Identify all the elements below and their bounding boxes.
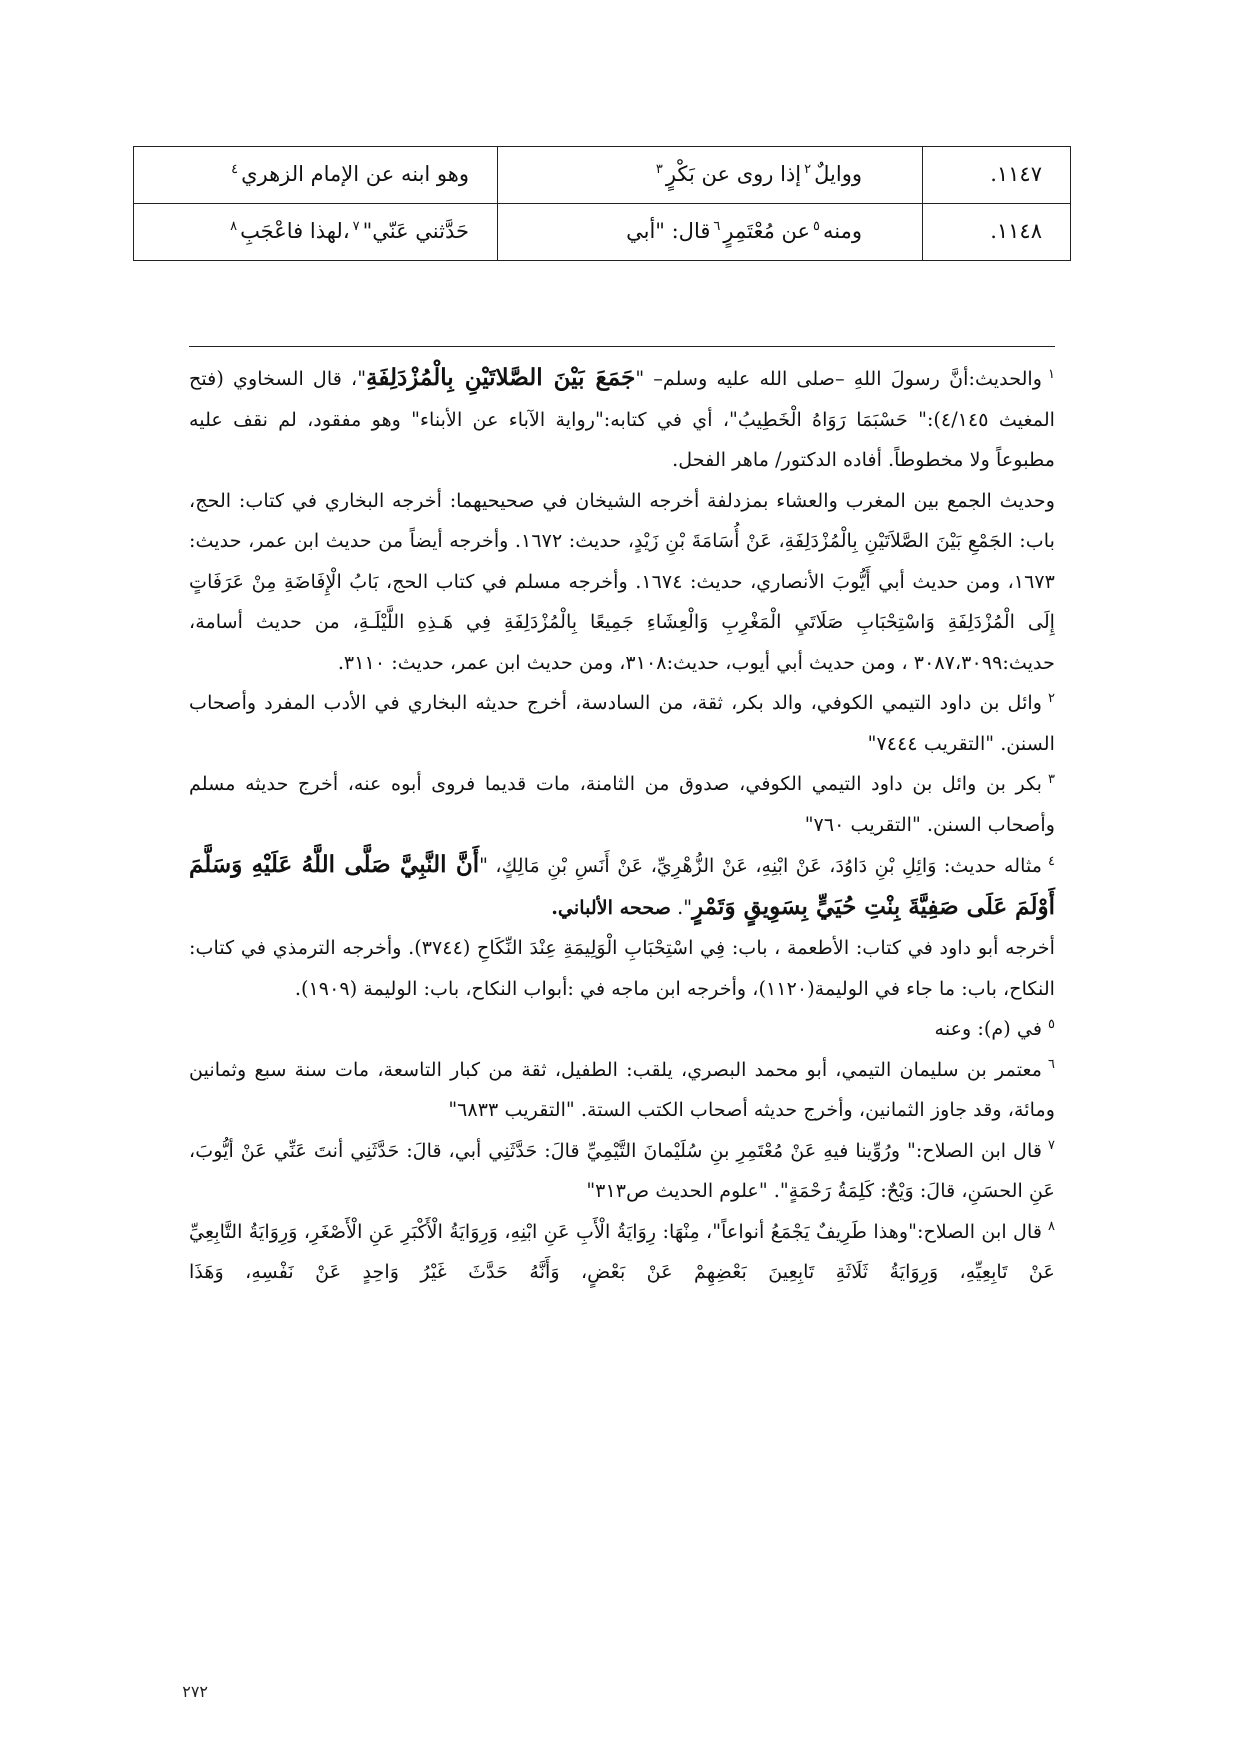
footnote-number: ٦: [1048, 1057, 1055, 1073]
verse-text: ،لهذا فاعْجَبِ: [240, 219, 350, 244]
footnote-ref: ٧: [352, 219, 360, 235]
footnote-text: "، قال السخاوي (فتح المغيث ٤/١٤٥):" حَسْبَمَا رَوَاهُ الْخَطِيبُ"، أي في كتابه:"رواية الآباء عن الأبناء" وهو مفقود، لم نقف عليه مطبوعاً ولا مخطوطاً. أفاده الدكتور/ ماهر الفحل.: [189, 367, 1055, 471]
footnote-text: مثاله حديث: وَائِلِ بْنِ دَاوُدَ، عَنْ ابْنِهِ، عَنْ الزُّهْرِيِّ، عَنْ أَنَسِ بْنِ مَالِكٍ، ": [479, 854, 1043, 877]
verse-number: ١١٤٨.: [923, 204, 1071, 261]
footnote-text: وائل بن داود التيمي الكوفي، والد بكر، ثقة، من السادسة، أخرج حديثه البخاري في الأدب المفرد وأصحاب السنن. "التقريب ٧٤٤٤": [189, 691, 1055, 755]
verse-row: [134, 204, 1071, 261]
verse-number: ١١٤٧.: [923, 147, 1071, 204]
page-number: ٢٧٢: [182, 1682, 208, 1701]
footnote-3: [189, 764, 1055, 845]
authentication-note: صححه الألباني.: [551, 895, 672, 919]
verse-first-hemistich: [498, 204, 923, 261]
hadith-quote: جَمَعَ بَيْنَ الصَّلاتَيْنِ بِالْمُزْدَلِفَةِ: [366, 364, 636, 391]
footnote-ref: ٢: [804, 162, 812, 178]
footnote-1: [189, 358, 1055, 481]
verse-text: عن مُعْتَمِرٍ: [723, 219, 811, 244]
footnote-text: والحديث:أنَّ رسولَ اللهِ –صلى الله عليه وسلم– ": [635, 367, 1043, 390]
footnote-number: ١: [1048, 366, 1056, 382]
verse-text: قال: "أبي: [626, 219, 711, 244]
footnote-number: ٥: [1048, 1016, 1055, 1032]
footnote-1-continuation: وحديث الجمع بين المغرب والعشاء بمزدلفة أخرجه الشيخان في صحيحيهما: أخرجه البخاري في كتاب: الحج، باب: الجَمْعِ بَيْنَ الصَّلاَتَيْنِ بِالْمُزْدَلِفَةِ، عَنْ أُسَامَةَ بْنِ زَيْدٍ، حديث: ١٦٧٢. وأخرجه أيضاً من حديث ابن عمر، حديث: ١٦٧٣، ومن حديث أبي أَيُّوبَ الأنصاري، حديث: ١٦٧٤. وأخرجه مسلم في كتاب الحج، بَابُ الْإِفَاضَةِ مِنْ عَرَفَاتٍ إِلَى الْمُزْدَلِفَةِ وَاسْتِحْبَابِ صَلَاتَيِ الْمَغْرِبِ وَالْعِشَاءِ جَمِيعًا بِالْمُزْدَلِفَةِ فِي هَـذِهِ اللَّيْلَـةِ، من حديث أسامة، حديث:٣٠٨٧،٣٠٩٩ ، ومن حديث أبي أيوب، حديث:٣١٠٨، ومن حديث ابن عمر، حديث: ٣١١٠.: [189, 488, 1055, 674]
footnote-number: ٢: [1048, 690, 1055, 706]
verse-table: [133, 146, 1071, 261]
footnote-4-continuation: أخرجه أبو داود في كتاب: الأطعمة ، باب: فِي اسْتِحْبَابِ الْوَلِيمَةِ عِنْدَ النِّكَاحِ (٣٧٤٤). وأخرجه الترمذي في كتاب: النكاح، باب: ما جاء في الوليمة(١١٢٠)، وأخرجه ابن ماجه في :أبواب النكاح، باب: الوليمة (١٩٠٩).: [189, 936, 1055, 1000]
verse-text: ومنه: [823, 219, 862, 244]
verse-second-hemistich: [134, 204, 498, 261]
verse-text: ووايلٌ: [814, 162, 862, 187]
footnote-separator: [189, 346, 1055, 347]
footnote-6: [189, 1050, 1055, 1131]
hadith-quote: أَنَّ النَّبِيَّ صَلَّى اللَّهُ عَلَيْهِ وَسَلَّمَ أَوْلَمَ عَلَى صَفِيَّةَ بِنْتِ حُيَيٍّ بِسَوِيقٍ وَتَمْرٍ: [189, 851, 1055, 920]
footnote-5: [189, 1009, 1055, 1050]
footnote-text: ".: [671, 895, 693, 919]
footnote-2: [189, 683, 1055, 764]
verse-second-hemistich: [134, 147, 498, 204]
footnote-text: معتمر بن سليمان التيمي، أبو محمد البصري، يلقب: الطفيل، ثقة من كبار التاسعة، مات سنة سبع وثمانين ومائة، وقد جاوز الثمانين، وأخرج حديثه أصحاب الكتب الستة. "التقريب ٦٨٣٣": [189, 1057, 1055, 1121]
footnote-8: [189, 1212, 1055, 1293]
footnote-text: في (م): وعنه: [934, 1017, 1043, 1040]
verse-row: [134, 147, 1071, 204]
footnote-number: ٨: [1048, 1219, 1055, 1235]
footnote-ref: ٣: [655, 162, 663, 178]
footnote-ref: ٤: [231, 162, 239, 178]
footnote-number: ٤: [1048, 853, 1055, 869]
verse-text: حَدَّثني عَنّي": [362, 219, 469, 244]
footnote-text: قال ابن الصلاح:"وهذا طَرِيفٌ يَجْمَعُ أنواعاً"، مِنْهَا: رِوَايَةُ الْأَبِ عَنِ ابْنِهِ، وَرِوَايَةُ الْأَكْبَرِ عَنِ الْأَصْغَرِ، وَرِوَايَةُ التَّابِعِيِّ عَنْ تَابِعِيِّهِ، وَرِوَايَةُ ثَلَاثَةِ تَابِعِينَ بَعْضِهِمْ عَنْ بَعْضٍ، وَأَنَّهُ حَدَّثَ غَيْرُ وَاحِدٍ عَنْ نَفْسِهِ، وَهَذَا: [189, 1219, 1055, 1283]
footnote-text: قال ابن الصلاح:" ورُوِّينا فيهِ عَنْ مُعْتَمِرِ بنِ سُلَيْمانَ التَّيْمِيِّ قالَ: حَدَّثَنِي أبي، قالَ: حَدَّثَنِي أنتَ عَنِّي عَنْ أيُّوبَ، عَنِ الحسَنِ، قالَ: وَيْحٌ: كَلِمَةُ رَحْمَةٍ". "علوم الحديث ص٣١٣": [189, 1138, 1055, 1202]
verse-text: وهو ابنه عن الإمام الزهري: [241, 162, 469, 187]
footnote-number: ٧: [1048, 1138, 1055, 1154]
footnote-number: ٣: [1048, 771, 1055, 787]
footnotes-section: [189, 358, 1055, 1293]
footnote-ref: ٦: [713, 219, 721, 235]
footnote-7: [189, 1131, 1055, 1212]
footnote-ref: ٥: [813, 219, 820, 235]
footnote-4: [189, 845, 1055, 928]
footnote-text: بكر بن وائل بن داود التيمي الكوفي، صدوق من الثامنة، مات قديما فروى أبوه عنه، أخرج حديثه مسلم وأصحاب السنن. "التقريب ٧٦٠": [189, 772, 1055, 836]
verse-text: إذا روى عن بَكْرٍ: [665, 162, 802, 187]
footnote-ref: ٨: [230, 219, 238, 235]
verse-first-hemistich: [498, 147, 923, 204]
